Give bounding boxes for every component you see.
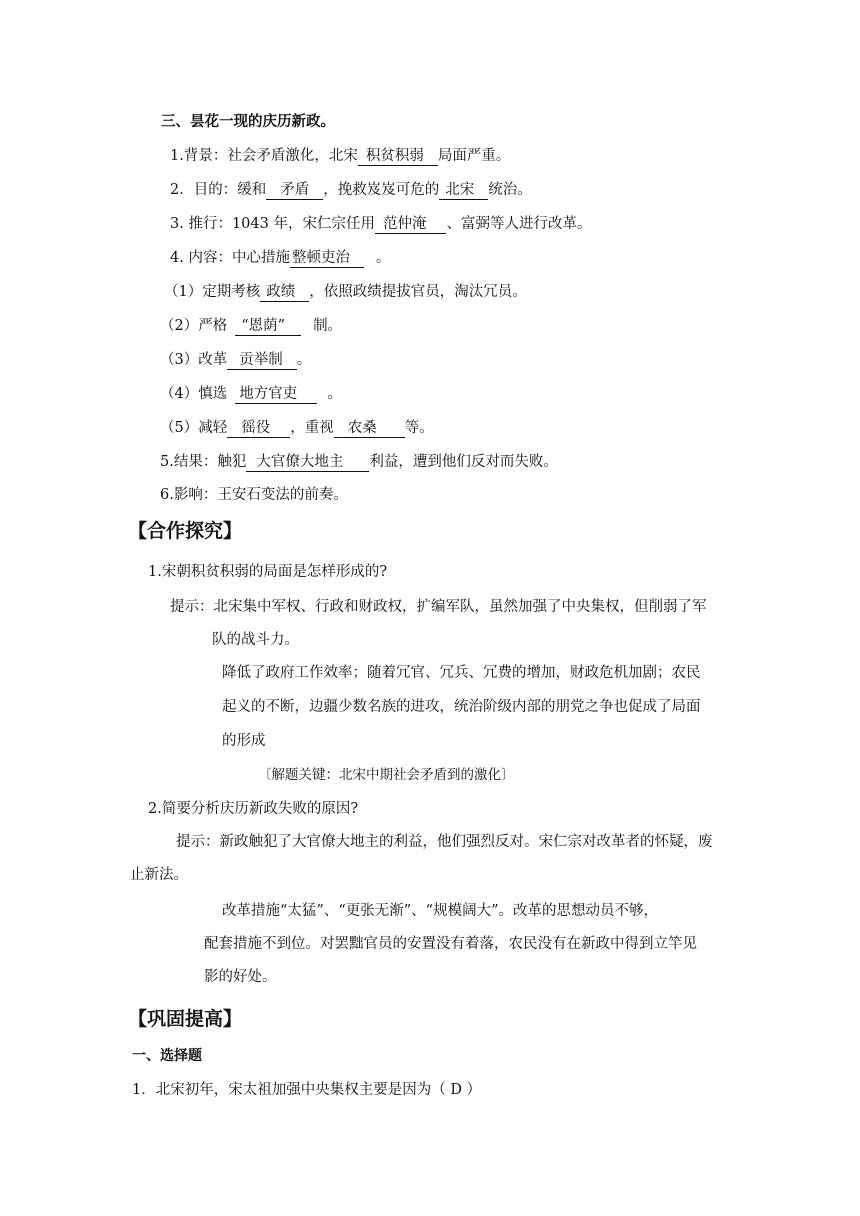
answer-2-line-3: 改革措施“太猛”、“更张无渐”、“规模阔大”。改革的思想动员不够， — [222, 903, 658, 919]
fill-blank: 徭役 — [227, 419, 290, 438]
item-text: 利益，遭到他们反对而失败。 — [369, 454, 558, 470]
item-text: ，依照政绩提拔官员，淘汰冗员。 — [309, 284, 527, 300]
fill-blank: 地方官吏 — [235, 385, 317, 404]
section-title: 三、昙花一现的庆历新政。 — [161, 113, 335, 130]
section-heading-coop: 【合作探究】 — [128, 520, 243, 542]
answer-2-line-2: 止新法。 — [130, 867, 188, 883]
item-text: 局面严重。 — [437, 148, 511, 164]
subsection-multiple-choice: 一、选择题 — [132, 1048, 202, 1064]
item-text: ，挽救岌岌可危的 — [323, 182, 440, 198]
answer-1-line-2: 队的战斗力。 — [212, 632, 299, 648]
fill-blank: 大官僚大地主 — [246, 453, 369, 472]
item-text: 制。 — [313, 318, 343, 334]
fill-blank: 整顿吏治 — [290, 249, 364, 268]
item-result — [160, 452, 558, 472]
item-text: 。 — [327, 386, 342, 402]
choice-question-1: 1．北宋初年，宋太祖加强中央集权主要是因为（ D ） — [132, 1082, 482, 1098]
section-heading-consolidate: 【巩固提高】 — [128, 1008, 243, 1030]
item-text: 。 — [296, 352, 312, 368]
fill-blank: 积贫积弱 — [358, 147, 438, 166]
fill-blank: 贡举制 — [227, 351, 297, 370]
item-text: （4）慎选 — [160, 386, 228, 402]
item-background — [170, 146, 510, 166]
fill-blank: “恩荫” — [235, 317, 301, 336]
solution-key: 〔解题关键：北宋中期社会矛盾到的激化〕 — [258, 767, 515, 783]
item-text: 4. 内容：中心措施 — [170, 250, 290, 266]
measure-3 — [160, 350, 311, 370]
answer-2-line-4: 配套措施不到位。对罢黜官员的安置没有着落，农民没有在新政中得到立竿见 — [204, 936, 697, 952]
answer-1-line-4: 起义的不断，边疆少数名族的进攻，统治阶级内部的朋党之争也促成了局面 — [222, 699, 701, 715]
answer-1-line-3: 降低了政府工作效率；随着冗官、冗兵、冗费的增加，财政危机加剧；农民 — [222, 665, 701, 681]
item-text: （2）严格 — [160, 318, 228, 334]
fill-blank: 政绩 — [260, 283, 309, 302]
item-text: 1.背景：社会矛盾激化，北宋 — [170, 148, 358, 164]
question-1: 1.宋朝积贫积弱的局面是怎样形成的? — [148, 564, 388, 580]
item-influence: 6.影响：王安石变法的前奏。 — [160, 487, 348, 503]
item-text: 、富弼等人进行改革。 — [446, 216, 592, 232]
item-text: 等。 — [404, 420, 434, 436]
item-text: 。 — [375, 250, 391, 266]
item-text: （1）定期考核 — [164, 284, 261, 300]
item-implementation — [170, 214, 591, 234]
item-text: 5.结果：触犯 — [160, 454, 247, 470]
item-text: ，重视 — [290, 420, 334, 436]
item-text: 3. 推行：1043 年，宋仁宗任用 — [170, 216, 375, 232]
answer-2-line-5: 影的好处。 — [204, 969, 277, 985]
measure-1 — [164, 282, 527, 302]
answer-1-line-5: 的形成 — [222, 733, 266, 749]
item-purpose — [170, 180, 532, 200]
item-text: 统治。 — [488, 182, 532, 198]
fill-blank: 范仲淹 — [375, 215, 447, 234]
item-text: （5）减轻 — [160, 420, 228, 436]
measure-4 — [160, 384, 342, 404]
item-text: （3）改革 — [160, 352, 228, 368]
fill-blank: 农桑 — [334, 419, 405, 438]
fill-blank: 北宋 — [439, 181, 488, 200]
question-2: 2.简要分析庆历新政失败的原因? — [148, 801, 359, 817]
answer-2-line-1: 提示：新政触犯了大官僚大地主的利益，他们强烈反对。宋仁宗对改革者的怀疑，废 — [176, 834, 713, 850]
answer-1-line-1: 提示：北宋集中军权、行政和财政权，扩编军队，虽然加强了中央集权，但削弱了军 — [170, 599, 707, 615]
measure-5 — [160, 418, 434, 438]
item-content — [170, 248, 390, 268]
measure-2 — [160, 316, 342, 336]
item-text: 2．目的：缓和 — [170, 182, 267, 198]
fill-blank: 矛盾 — [266, 181, 323, 200]
